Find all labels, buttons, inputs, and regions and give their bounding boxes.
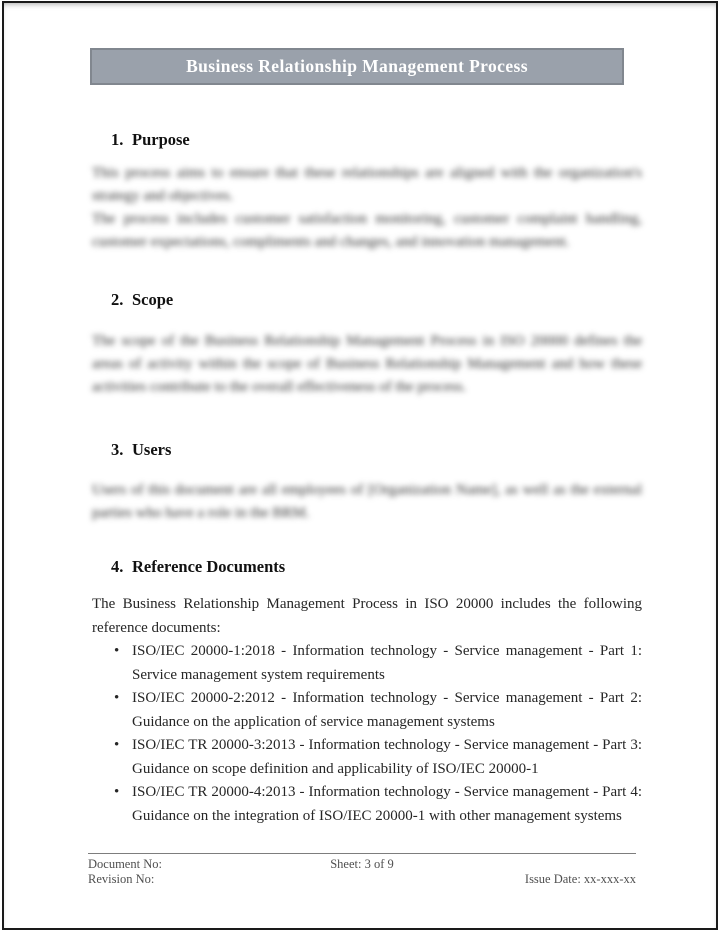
- reference-item: • ISO/IEC TR 20000-4:2013 - Information technology - Service management - Part 4: Guidance on the integration of ISO/IEC 20000-1 with other management systems: [92, 781, 642, 828]
- footer-spacer: [453, 857, 636, 872]
- section-users-title: Users: [132, 440, 172, 459]
- section-reference-documents: [92, 557, 642, 828]
- section-users-heading: [92, 440, 642, 460]
- section-reference-documents-title: Reference Documents: [132, 557, 286, 576]
- section-purpose-heading: [92, 130, 642, 150]
- footer-issue-date: Issue Date: xx-xxx-xx: [524, 872, 636, 886]
- footer-row-2: [88, 872, 636, 887]
- purpose-paragraph-blurred-1: This process aims to ensure that these relationships are aligned with the organization's strategy and objectives.: [92, 165, 642, 204]
- document-title-bar: [90, 48, 624, 85]
- footer-row-1: [88, 857, 636, 872]
- footer-spacer: [271, 872, 454, 887]
- reference-item: • ISO/IEC TR 20000-3:2013 - Information technology - Service management - Part 3: Guidance on scope definition and applicability of ISO/IEC 20000-1: [92, 734, 642, 781]
- purpose-paragraph-blurred-2: The process includes customer satisfaction monitoring, customer complaint handling, customer expectations, compliments and changes, and innovation management.: [92, 211, 642, 250]
- section-users: [92, 440, 642, 525]
- section-purpose-title: Purpose: [132, 130, 190, 149]
- section-purpose: [92, 130, 642, 254]
- document-page: [2, 1, 718, 930]
- document-title: Business Relationship Management Process: [186, 56, 528, 76]
- section-scope-title: Scope: [132, 290, 174, 309]
- document-footer: [88, 853, 636, 887]
- footer-document-no: Document No:: [88, 857, 162, 871]
- section-reference-documents-number: 4.: [111, 557, 124, 576]
- users-paragraph-blurred: Users of this document are all employees of [Organization Name], as well as the external parties who have a role in the BRM.: [92, 482, 642, 521]
- footer-sheet: Sheet: 3 of 9: [330, 857, 394, 871]
- section-purpose-number: 1.: [111, 130, 124, 149]
- section-reference-documents-heading: [92, 557, 642, 577]
- section-scope: [92, 290, 642, 399]
- reference-documents-list: [92, 640, 642, 828]
- reference-item: • ISO/IEC 20000-1:2018 - Information technology - Service management - Part 1: Service management system requirements: [92, 640, 642, 687]
- section-scope-heading: [92, 290, 642, 310]
- footer-revision-no: Revision No:: [88, 872, 155, 886]
- section-users-number: 3.: [111, 440, 124, 459]
- reference-documents-intro: The Business Relationship Management Process in ISO 20000 includes the following reference documents:: [92, 596, 642, 636]
- reference-item: • ISO/IEC 20000-2:2012 - Information technology - Service management - Part 2: Guidance on the application of service management systems: [92, 687, 642, 734]
- document-content: [92, 85, 642, 828]
- scope-paragraph-blurred: The scope of the Business Relationship Management Process in ISO 20000 defines the areas of activity within the scope of Business Relationship Management and how these activities contribute to the overall effectiveness of the process.: [92, 333, 642, 395]
- section-scope-number: 2.: [111, 290, 124, 309]
